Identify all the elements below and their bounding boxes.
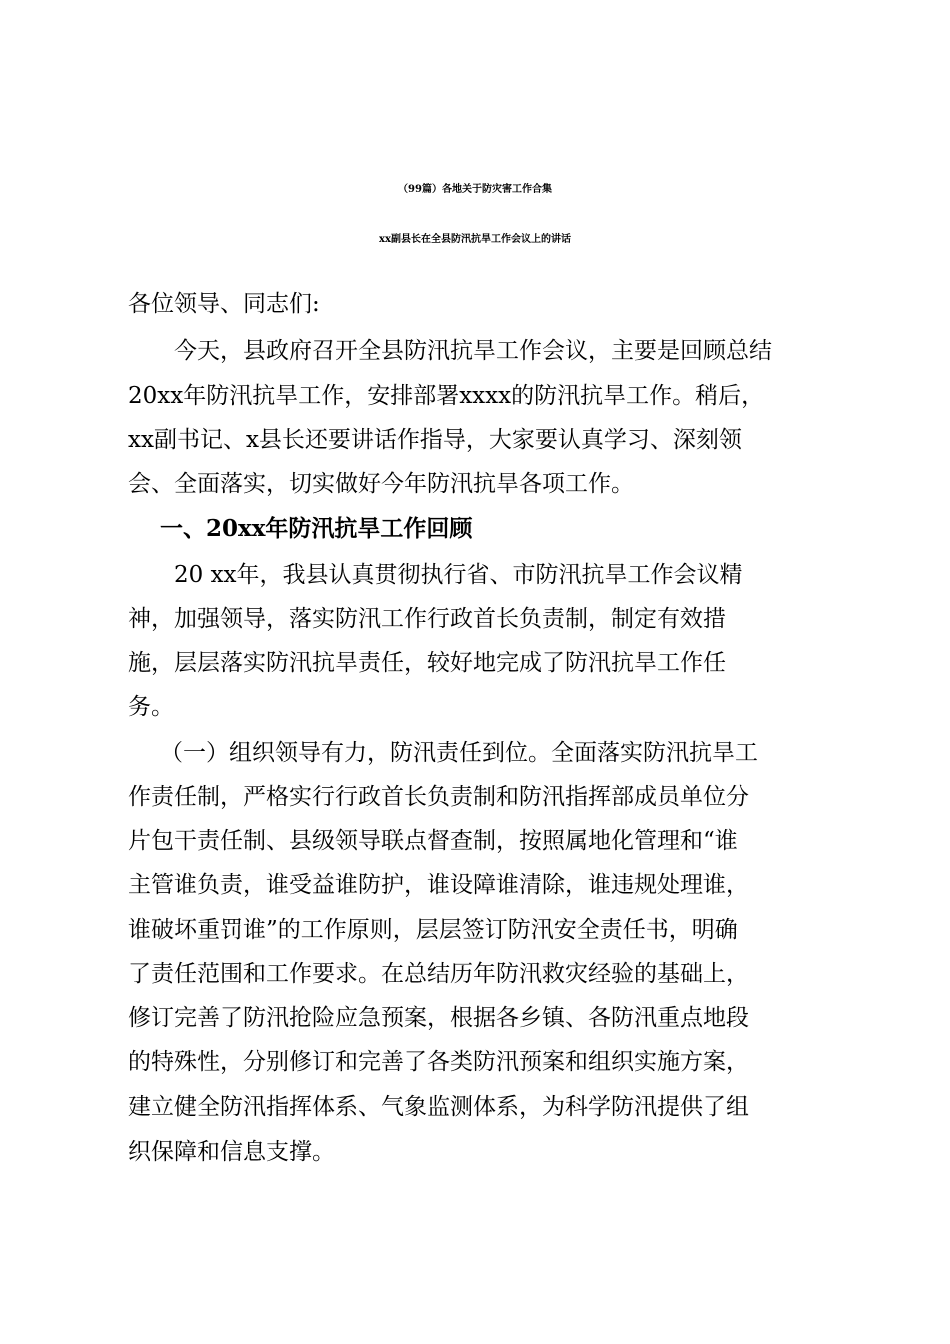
paragraph-line: 今天，县政府召开全县防汛抗旱工作会议，主要是回顾总结 — [174, 338, 772, 364]
paragraph-line: 务。 — [128, 694, 174, 720]
paragraph-line: 了责任范围和工作要求。在总结历年防汛救灾经验的基础上， — [128, 961, 749, 987]
paragraph-line: xx副书记、x县长还要讲话作指导，大家要认真学习、深刻领 — [128, 427, 742, 453]
paragraph-line: 修订完善了防汛抢险应急预案，根据各乡镇、各防汛重点地段 — [128, 1005, 749, 1031]
paragraph-line: 神，加强领导，落实防汛工作行政首长负责制，制定有效措 — [128, 606, 726, 632]
paragraph-line: 谁破坏重罚谁”的工作原则，层层签订防汛安全责任书，明确 — [128, 917, 738, 943]
salutation-line: 各位领导、同志们: — [128, 291, 320, 317]
paragraph-line: 会、全面落实，切实做好今年防汛抗旱各项工作。 — [128, 471, 634, 497]
paragraph-line: 20 xx年，我县认真贯彻执行省、市防汛抗旱工作会议精 — [174, 562, 743, 588]
paragraph-line: 织保障和信息支撑。 — [128, 1139, 335, 1165]
paragraph-line: 的特殊性，分别修订和完善了各类防汛预案和组织实施方案， — [128, 1049, 749, 1075]
paragraph-line: 施，层层落实防汛抗旱责任，较好地完成了防汛抗旱工作任 — [128, 650, 726, 676]
section-heading: 一、20xx年防汛抗旱工作回顾 — [160, 515, 473, 542]
paragraph-line: 建立健全防汛指挥体系、气象监测体系，为科学防汛提供了组 — [128, 1094, 749, 1120]
paragraph-line: 主管谁负责，谁受益谁防护，谁设障谁清除，谁违规处理谁， — [128, 872, 749, 898]
subsection-paragraph-line: （一）组织领导有力，防汛责任到位。全面落实防汛抗旱工 — [160, 740, 758, 766]
paragraph-line: 20xx年防汛抗旱工作，安排部署xxxx的防汛抗旱工作。稍后， — [128, 383, 765, 409]
paragraph-line: 作责任制，严格实行行政首长负责制和防汛指挥部成员单位分 — [128, 784, 749, 810]
paragraph-line: 片包干责任制、县级领导联点督查制，按照属地化管理和“谁 — [128, 828, 738, 854]
document-title-collection: （99篇）各地关于防灾害工作合集 — [398, 184, 552, 195]
document-title-speech: xx副县长在全县防汛抗旱工作会议上的讲话 — [379, 234, 571, 245]
